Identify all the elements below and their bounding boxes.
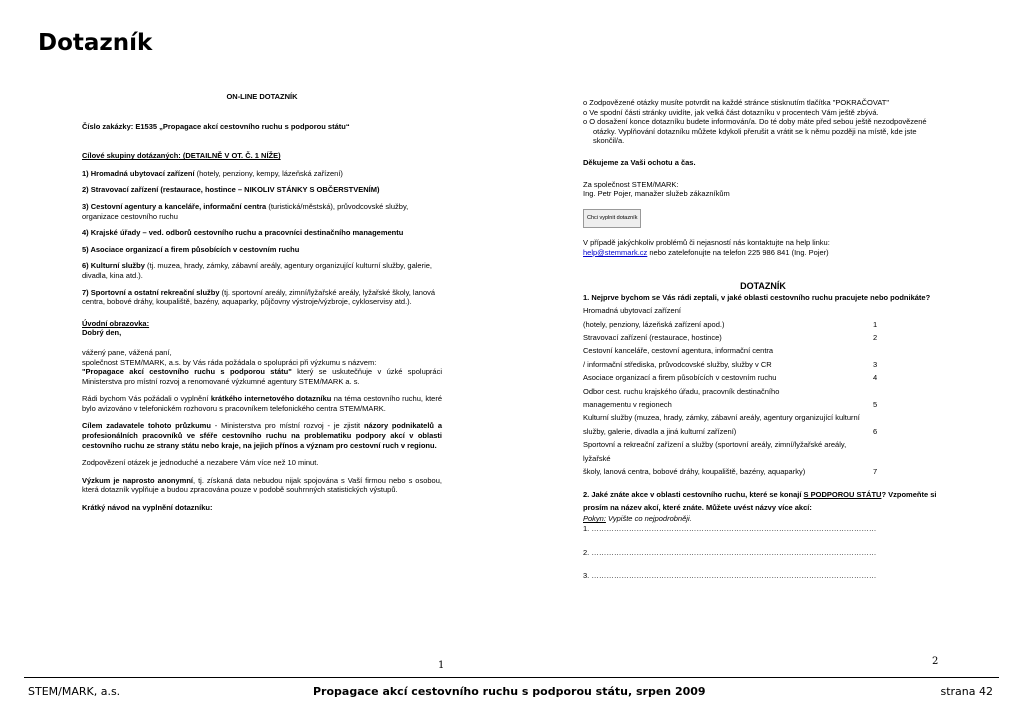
bullet-icon: o: [583, 98, 590, 107]
answer-option-code: 3: [873, 359, 878, 369]
answer-option-text: Sportovní a rekreační zařízení a služby (sportovní areály, zimní/lyžařské areály, lyžařské: [583, 440, 847, 463]
answer-line-1[interactable]: 1. ……………………………………………………………………………………………………: [583, 524, 877, 533]
request-text-a: Rádi bychom Vás požádali o vyplnění: [82, 394, 211, 404]
instruction-text: Vypište co nejpodrobněji.: [605, 514, 692, 524]
target-group-title: 7) Sportovní a ostatní rekreační služby: [82, 287, 220, 297]
target-group-title: 2) Stravovací zařízení (restaurace, hostince – NIKOLIV STÁNKY S OBČERSTVENÍM): [82, 185, 380, 195]
greeting: Dobrý den,: [82, 328, 122, 338]
footer-page-number: strana 42: [940, 685, 993, 698]
answer-option[interactable]: [583, 318, 943, 331]
answer-option[interactable]: [583, 304, 943, 317]
target-group-title: 3) Cestovní agentury a kanceláře, informační centra: [82, 201, 267, 211]
goal-text-a: Cílem zadavatele tohoto průzkumu: [82, 421, 211, 431]
target-group-item: [82, 185, 442, 195]
answer-option[interactable]: [583, 465, 943, 478]
guide-heading: Krátký návod na vyplnění dotazníku:: [82, 503, 213, 513]
bullet-icon: o: [583, 107, 590, 117]
help-text-b: nebo zatelefonujte na telefon 225 986 841 (Ing. Pojer): [647, 247, 829, 257]
page-number-right: 2: [932, 656, 939, 667]
anonymity-paragraph: [82, 476, 442, 495]
questionnaire-heading: DOTAZNÍK: [740, 280, 786, 291]
target-group-title: 4) Krajské úřady – ved. odborů cestovního ruchu a pracovníci destinačního managementu: [82, 228, 404, 238]
answer-option-text: Hromadná ubytovací zařízení: [583, 306, 681, 316]
target-group-detail: (turistická/městská), průvodcovské služby, organizace cestovního ruchu: [82, 201, 409, 221]
answer-option-code: [873, 304, 943, 317]
answer-option[interactable]: [583, 398, 943, 411]
bullet-icon: o: [583, 117, 590, 127]
answer-option[interactable]: [583, 411, 943, 424]
answer-option[interactable]: [583, 438, 943, 465]
target-group-title: 5) Asociace organizací a firem působících v cestovním ruchu: [82, 244, 300, 254]
answer-option-code: [874, 438, 943, 465]
answer-option-text: Odbor cest. ruchu krajského úřadu, pracovník destinačního: [583, 386, 780, 396]
answer-option[interactable]: [583, 371, 943, 384]
instruction-bullet: [583, 108, 943, 118]
answer-option[interactable]: [583, 385, 943, 398]
question-2-text-c: ? Vzpomeňte si prosím na název akcí, které znáte. Můžete uvést názvy více akcí:: [583, 490, 937, 513]
target-group-title: 1) Hromadná ubytovací zařízení: [82, 168, 195, 178]
instruction-bullet-text: Zodpovězené otázky musíte potvrdit na každé stránce stisknutím tlačítka "POKRAČOVAT": [589, 98, 890, 107]
target-group-detail: (hotely, penziony, kempy, lázeňská zařízení): [194, 168, 343, 178]
answer-option-code: [873, 411, 943, 424]
order-number: Číslo zakázky: E1535 „Propagace akcí cestovního ruchu s podporou státu“: [82, 121, 350, 131]
intro-text: společnost STEM/MARK, a.s. by Vás ráda požádala o spolupráci při výzkumu s názvem:: [82, 357, 377, 367]
survey-name: "Propagace akcí cestovního ruchu s podporou státu": [82, 367, 292, 377]
target-group-item: [82, 261, 442, 280]
goal-text-c: názory podnikatelů a profesionálních pracovníků ve sféře cestovního ruchu na problematiku podpory akcí v oblasti cestovního ruchu ze strany státu nebo kraje, na jejich přínos a význam pro cestovní ruch v regionu.: [82, 421, 442, 450]
salutation: vážený pane, vážená paní,: [82, 347, 172, 357]
question-2-text-b: S PODPOROU STÁTU: [803, 490, 882, 500]
instruction-label: Pokyn:: [583, 514, 606, 524]
target-groups-list: [82, 169, 442, 307]
target-group-item: [82, 288, 442, 307]
answer-option-text: / informační střediska, průvodcovské služby, služby v CR: [583, 359, 772, 369]
answer-option[interactable]: [583, 358, 943, 371]
answer-line-3[interactable]: 3. ……………………………………………………………………………………………………: [583, 571, 877, 581]
intro-text-b: který se uskutečňuje v úzké spolupráci Ministerstva pro místní rozvoj a renomované výzkumné agentury STEM/MARK a. s.: [82, 367, 442, 386]
answer-option-text: školy, lanová centra, bobové dráhy, koupaliště, bazény, aquaparky): [583, 467, 806, 476]
answer-option-code: 7: [873, 467, 878, 476]
footer-project-title: Propagace akcí cestovního ruchu s podporou státu, srpen 2009: [313, 685, 706, 698]
answer-option-text: Cestovní kanceláře, cestovní agentura, informační centra: [583, 346, 774, 356]
question-2-text-a: 2. Jaké znáte akce v oblasti cestovního ruchu, které se konají: [583, 490, 804, 500]
target-groups-heading: Cílové skupiny dotázaných: (DETAILNĚ V OT. Č. 1 NÍŽE): [82, 151, 281, 161]
request-paragraph: [82, 394, 442, 413]
target-group-item: [82, 245, 442, 255]
answer-option-text: Kulturní služby (muzea, hrady, zámky, zábavní areály, agentury organizující kulturní: [583, 413, 860, 423]
answer-option-text: (hotely, penziony, lázeňská zařízení apod.): [583, 319, 725, 329]
page-heading: ON-LINE DOTAZNÍK: [226, 92, 298, 101]
answer-option[interactable]: [583, 344, 943, 357]
question-2: [583, 488, 943, 514]
answer-option-text: služby, galerie, divadla a jiná kulturní zařízení): [583, 426, 737, 436]
answer-line-2[interactable]: 2. ……………………………………………………………………………………………………: [583, 547, 877, 557]
help-text: [583, 238, 943, 257]
instruction-bullet: [583, 117, 943, 146]
target-group-item: [82, 169, 442, 179]
question-1: 1. Nejprve bychom se Vás rádi zeptali, v jaké oblasti cestovního ruchu pracujete nebo podnikáte?: [583, 293, 931, 303]
request-text-c: na téma cestovního ruchu, které bylo avizováno v telefonickém rozhovoru s pracovníkem telefonického centra STEM/MARK.: [82, 394, 442, 413]
page-number-left: 1: [438, 660, 445, 671]
target-group-item: [82, 202, 442, 221]
instruction-bullet-text: Ve spodní části stránky uvidíte, jak velká část dotazníku v procentech Vám ještě zbývá.: [589, 107, 879, 117]
question-1-options: [583, 304, 943, 478]
start-questionnaire-button[interactable]: Chci vyplnit dotazník: [583, 209, 641, 229]
help-email-link[interactable]: help@stemmark.cz: [583, 247, 648, 257]
footer-divider: [24, 677, 999, 678]
request-text-b: krátkého internetového dotazníku: [210, 394, 332, 404]
instruction-bullet-text: O dosažení konce dotazníku budete informován/a. Do té doby máte před sebou ještě nezodpovězené otázky. Vyplňování dotazníku můžete kdykoli přerušit a vrátit se k němu později na místě, kde jste skončil/a.: [589, 117, 927, 146]
answer-option-code: [873, 385, 943, 398]
answer-option[interactable]: [583, 331, 943, 344]
intro-paragraph: [82, 358, 442, 387]
thanks-text: Děkujeme za Vaši ochotu a čas.: [583, 157, 696, 167]
answer-option-code: 2: [873, 332, 878, 342]
answer-option-text: managementu v regionech: [583, 399, 672, 409]
target-group-detail: (tj. muzea, hrady, zámky, zábavní areály, agentury organizující kulturní služby, galerie, divadla, kina atd.).: [82, 261, 432, 280]
help-text-a: V případě jakýchkoliv problémů či nejasností nás kontaktujte na help linku:: [583, 238, 830, 248]
signature-company: Za společnost STEM/MARK:: [583, 179, 679, 189]
instruction-bullet: [583, 98, 943, 108]
answer-option-code: 5: [873, 399, 878, 409]
answer-option-code: [873, 344, 943, 357]
target-group-detail: (tj. sportovní areály, zimní/lyžařské areály, lyžařské školy, lanová centra, bobové dráhy, koupaliště, bazény, aquaparky, půjčovny výstroje/výzbroje, cykloservisy atd.).: [82, 287, 436, 307]
footer-company: STEM/MARK, a.s.: [28, 685, 121, 698]
answer-option-code: 6: [873, 426, 878, 436]
anonymity-text-b: , tj. získaná data nebudou nijak spojována s Vaší firmou nebo s osobou, která dotazník vyplňuje a budou zpracována pouze v podobě souhrnných statistických výstupů.: [82, 475, 442, 495]
goal-text-b: - Ministerstva pro místní rozvoj - je zjistit: [210, 421, 364, 431]
intro-heading: Úvodní obrazovka:: [82, 318, 150, 328]
duration-note: Zodpovězení otázek je jednoduché a nezabere Vám více než 10 minut.: [82, 458, 319, 468]
answer-option-code: 1: [873, 319, 878, 329]
instruction-note: [583, 514, 943, 524]
answer-option-code: 4: [873, 373, 878, 383]
questionnaire-page-1: [82, 92, 442, 513]
target-group-title: 6) Kulturní služby: [82, 261, 145, 271]
target-group-item: [82, 228, 442, 238]
answer-option-text: Stravovací zařízení (restaurace, hostince): [583, 332, 722, 342]
questionnaire-page-2: [583, 98, 943, 581]
answer-option-text: Asociace organizací a firem působících v cestovním ruchu: [583, 373, 777, 383]
slide-title: Dotazník: [38, 30, 153, 56]
answer-option[interactable]: [583, 425, 943, 438]
anonymity-text-a: Výzkum je naprosto anonymní: [82, 475, 194, 485]
instruction-bullets: [583, 98, 943, 146]
goal-paragraph: [82, 421, 442, 450]
signature-name: Ing. Petr Pojer, manažer služeb zákazníkům: [583, 189, 730, 199]
